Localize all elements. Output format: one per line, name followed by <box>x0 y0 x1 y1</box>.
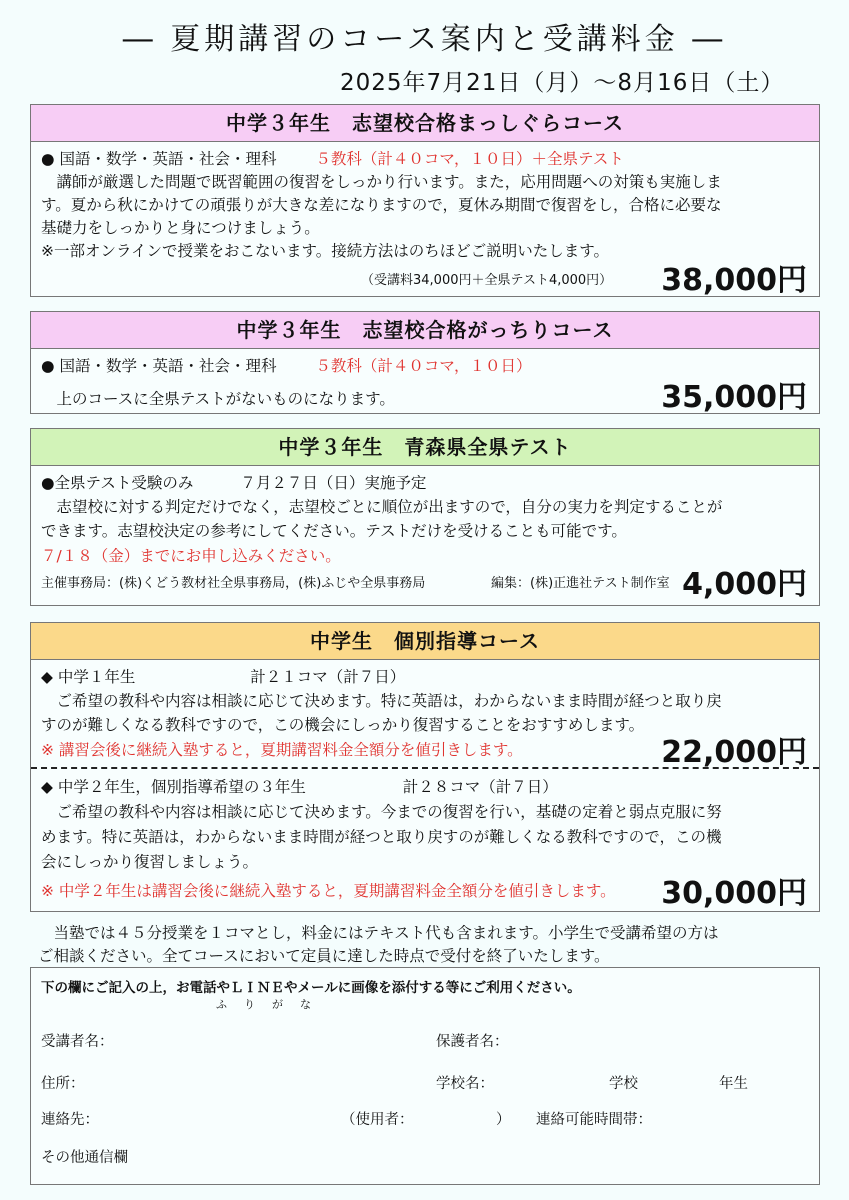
subjects-label: ● 国語・数学・英語・社会・理科 <box>41 150 277 168</box>
user-field-close: ） <box>496 1112 511 1128</box>
editor-text: 編集：(株)正進社テスト制作室 <box>491 576 670 591</box>
grade-suffix: 年生 <box>719 1076 748 1092</box>
course-heading-2: 中学３年生 志望校合格がっちりコース <box>31 312 819 349</box>
guardian-name-field[interactable]: 保護者名： <box>436 1034 509 1050</box>
grade2-koma: 計２８コマ（計７日） <box>402 778 558 796</box>
course-price: 4,000円 <box>682 567 807 602</box>
price-breakdown: （受講料34,000円＋全県テスト4,000円） <box>361 273 613 288</box>
student-name-field[interactable]: 受講者名： <box>41 1034 114 1050</box>
school-suffix: 学校 <box>609 1076 638 1092</box>
course-price: 30,000円 <box>661 876 807 911</box>
grade1-row <box>41 665 405 687</box>
course-price: 38,000円 <box>661 263 807 298</box>
description-line: 志望校に対する判定だけでなく，志望校ごとに順位が出ますので，自分の実力を判定することが <box>41 498 723 516</box>
furigana-label: ふ り が な <box>216 998 314 1011</box>
course-box-3 <box>30 428 820 606</box>
description-line: ご希望の教科や内容は相談に応じて決めます。特に英語は，わからないまま時間が経つと取り戻 <box>41 692 722 710</box>
course-box-4 <box>30 622 820 912</box>
description-line: 講師が厳選した問題で既習範囲の復習をしっかり行います。また，応用問題への対策も実施しま <box>41 173 722 191</box>
address-field[interactable]: 住所： <box>41 1076 85 1092</box>
description-line: めます。特に英語は，わからないまま時間が経つと取り戻すのが難しくなる教科ですので，この機 <box>41 828 722 846</box>
course-box-1 <box>30 104 820 297</box>
description-line: できます。志望校決定の参考にしてください。テストだけを受けることも可能です。 <box>41 522 627 540</box>
deadline-notice: ７/１８（金）までにお申し込みください。 <box>41 547 341 565</box>
subjects-row <box>41 354 531 376</box>
test-only-label: ●全県テスト受験のみ <box>41 474 194 492</box>
organizer-text: 主催事務局：(株)くどう教材社全県事務局，(株)ふじや全県事務局 <box>41 576 426 591</box>
section-divider <box>31 767 819 769</box>
course-heading-3: 中学３年生 青森県全県テスト <box>31 429 819 466</box>
online-note: ※一部オンラインで授業をおこないます。接続方法はのちほどご説明いたします。 <box>41 242 610 260</box>
subjects-detail: ５教科（計４０コマ，１０日） <box>315 357 532 375</box>
school-name-field[interactable]: 学校名： <box>436 1076 494 1092</box>
footer-note: ご相談ください。全てコースにおいて定員に達した時点で受付を終了いたします。 <box>38 947 610 965</box>
course-heading-1: 中学３年生 志望校合格まっしぐらコース <box>31 105 819 142</box>
contact-time-field[interactable]: 連絡可能時間帯： <box>536 1112 652 1128</box>
course-heading-4: 中学生 個別指導コース <box>31 623 819 660</box>
course-box-2 <box>30 311 820 414</box>
other-message-field[interactable]: その他通信欄 <box>41 1150 128 1166</box>
course-price: 22,000円 <box>661 735 807 770</box>
grade1-koma: 計２１コマ（計７日） <box>250 668 406 686</box>
description-line: 上のコースに全県テストがないものになります。 <box>41 390 395 408</box>
description-line: 会にしっかり復習しましょう。 <box>41 853 259 871</box>
application-form <box>30 967 820 1185</box>
subjects-label: ● 国語・数学・英語・社会・理科 <box>41 357 277 375</box>
description-line: す。夏から秋にかけての頑張りが大きな差になりますので，夏休み期間で復習をし，合格に必要な <box>41 196 722 214</box>
test-date-row <box>41 471 426 493</box>
subjects-detail: ５教科（計４０コマ，１０日）＋全県テスト <box>315 150 624 168</box>
grade2-row <box>41 775 558 797</box>
footer-note: 当塾では４５分授業を１コマとし，料金にはテキスト代も含まれます。小学生で受講希望の方は <box>38 924 719 942</box>
test-date: ７月２７日（日）実施予定 <box>240 474 427 492</box>
subjects-row <box>41 147 624 169</box>
grade1-title: ◆ 中学１年生 <box>41 668 136 686</box>
contact-field[interactable]: 連絡先： <box>41 1112 99 1128</box>
description-line: すのが難しくなる教科ですので，この機会にしっかり復習することをおすすめします。 <box>41 716 645 734</box>
discount-note: ※ 講習会後に継続入塾すると，夏期講習料金全額分を値引きします。 <box>41 741 523 759</box>
description-line: ご希望の教科や内容は相談に応じて決めます。今までの復習を行い，基礎の定着と弱点克服に努 <box>41 803 722 821</box>
discount-note: ※ 中学２年生は講習会後に継続入塾すると，夏期講習料金全額分を値引きします。 <box>41 882 616 900</box>
course-price: 35,000円 <box>661 380 807 415</box>
description-line: 基礎力をしっかりと身につけましょう。 <box>41 219 320 237</box>
form-instruction: 下の欄にご記入の上，お電話やＬＩＮＥやメールに画像を添付する等にご利用ください。 <box>41 980 581 996</box>
user-field[interactable]: （使用者： <box>341 1112 414 1128</box>
grade2-title: ◆ 中学２年生，個別指導希望の３年生 <box>41 778 306 796</box>
page-title: ― 夏期講習のコース案内と受講料金 ― <box>122 22 727 57</box>
period-dates: 2025年7月21日（月）～8月16日（土） <box>340 70 785 96</box>
